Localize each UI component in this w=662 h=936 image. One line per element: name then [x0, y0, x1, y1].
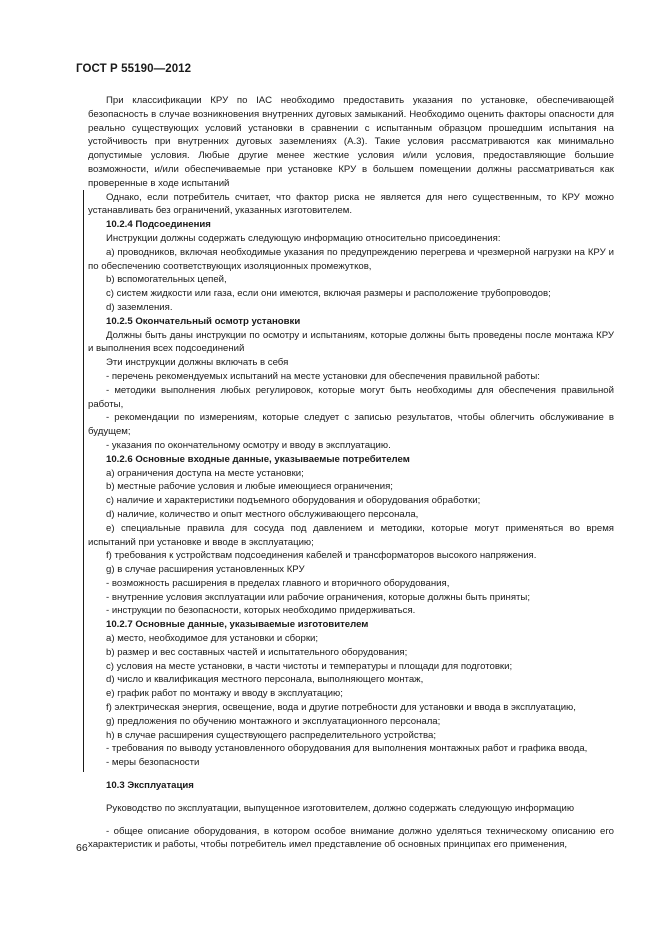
list-item: - общее описание оборудования, в котором особое внимание должно уделяться техническому описанию его характеристик и работы, чтобы потребитель имел представление об основных принципах его применения, — [88, 825, 614, 851]
list-item: d) число и квалификация местного персонала, выполняющего монтаж, — [106, 674, 424, 686]
list-item: a) проводников, включая необходимые указания по предупреждению перегрева и чрезмерной нагрузки на КРУ и по обеспечению соответствующих изоляционных промежутков, — [88, 246, 614, 272]
list-item: - указания по окончательному осмотру и вводу в эксплуатацию. — [106, 439, 391, 451]
list-item: - перечень рекомендуемых испытаний на месте установки для обеспечения правильной работы: — [106, 370, 540, 382]
section-heading-10-2-7: 10.2.7 Основные данные, указываемые изготовителем — [106, 619, 369, 631]
paragraph: Однако, если потребитель считает, что фактор риска не является для него существенным, то КРУ можно устанавливать без ограничений, указанных изготовителем. — [88, 191, 614, 217]
list-item: h) в случае расширения существующего распределительного устройства; — [106, 729, 436, 741]
list-item: e) график работ по монтажу и вводу в эксплуатацию; — [106, 688, 343, 700]
list-item: - внутренние условия эксплуатации или рабочие ограничения, которые должны быть приняты; — [106, 591, 530, 603]
list-item: - методики выполнения любых регулировок, которые могут быть необходимы для обеспечения правильной работы, — [88, 384, 614, 410]
list-item: c) условия на месте установки, в части чистоты и температуры и площади для подготовки; — [106, 660, 513, 672]
list-item: c) наличие и характеристики подъемного оборудования и оборудования обработки; — [106, 495, 481, 507]
list-item: b) размер и вес составных частей и испытательного оборудования; — [106, 646, 408, 658]
list-item: a) ограничения доступа на месте установки; — [106, 467, 304, 479]
list-item: - требования по выводу установленного оборудования для выполнения монтажных работ и графика ввода, — [106, 743, 588, 755]
list-item: d) наличие, количество и опыт местного обслуживающего персонала, — [106, 508, 419, 520]
revision-margin-bar — [83, 190, 84, 772]
list-item: b) местные рабочие условия и любые имеющиеся ограничения; — [106, 481, 393, 493]
list-item: - инструкции по безопасности, которых необходимо придерживаться. — [106, 605, 416, 617]
section-heading-10-2-4: 10.2.4 Подсоединения — [106, 219, 211, 231]
list-item: - меры безопасности — [106, 757, 200, 769]
section-heading-10-2-5: 10.2.5 Окончательный осмотр установки — [106, 315, 301, 327]
paragraph: При классификации КРУ по IAC необходимо предоставить указания по установке, обеспечивающей безопасность в случае возникновения внутренних дуговых замыканий. Необходимо оценить факторы опасности для реально существующих условий установки в сравнении с испытанным образцом прошедшим испытания на устойчивость при внутренних дуговых заземлениях (А.3). Такие условия рассматриваются как минимально допустимые условия. Любые другие менее жесткие условия и/или условия, предоставляющие большие возможности, и/или обеспечиваемые при установке КРУ в большем помещении должны рассматриваться как проверенные в ходе испытаний — [88, 95, 614, 189]
list-item: d) заземления. — [106, 301, 173, 313]
paragraph: Инструкции должны содержать следующую информацию относительно присоединения: — [106, 232, 501, 244]
list-item: g) в случае расширения установленных КРУ — [106, 564, 305, 576]
section-heading-10-2-6: 10.2.6 Основные входные данные, указываемые потребителем — [106, 453, 410, 465]
standard-header: ГОСТ Р 55190—2012 — [76, 63, 192, 75]
list-item: - возможность расширения в пределах главного и вторичного оборудования, — [106, 577, 450, 589]
list-item: - рекомендации по измерениям, которые следует с записью результатов, чтобы облегчить обслуживание в будущем; — [88, 412, 614, 438]
list-item: b) вспомогательных цепей, — [106, 274, 227, 286]
section-heading-10-3: 10.3 Эксплуатация — [106, 780, 194, 792]
list-item: f) электрическая энергия, освещение, вода и другие потребности для установки и ввода в эксплуатацию, — [106, 702, 576, 714]
list-item: e) специальные правила для сосуда под давлением и методики, которые могут применяться во время испытаний при установке и вводе в эксплуатацию; — [88, 522, 614, 548]
list-item: a) место, необходимое для установки и сборки; — [106, 633, 319, 645]
paragraph: Руководство по эксплуатации, выпущенное изготовителем, должно содержать следующую информацию — [106, 802, 575, 814]
list-item: f) требования к устройствам подсоединения кабелей и трансформаторов высокого напряжения. — [106, 550, 537, 562]
body-text — [88, 94, 614, 852]
list-item: c) систем жидкости или газа, если они имеются, включая размеры и расположение трубопроводов; — [106, 288, 551, 300]
paragraph: Эти инструкции должны включать в себя — [106, 357, 289, 369]
paragraph: Должны быть даны инструкции по осмотру и испытаниям, которые должны быть проведены после монтажа КРУ и выполнения всех подсоединений — [88, 329, 614, 355]
list-item: g) предложения по обучению монтажного и эксплуатационного персонала; — [106, 715, 441, 727]
page-number: 66 — [76, 842, 88, 854]
